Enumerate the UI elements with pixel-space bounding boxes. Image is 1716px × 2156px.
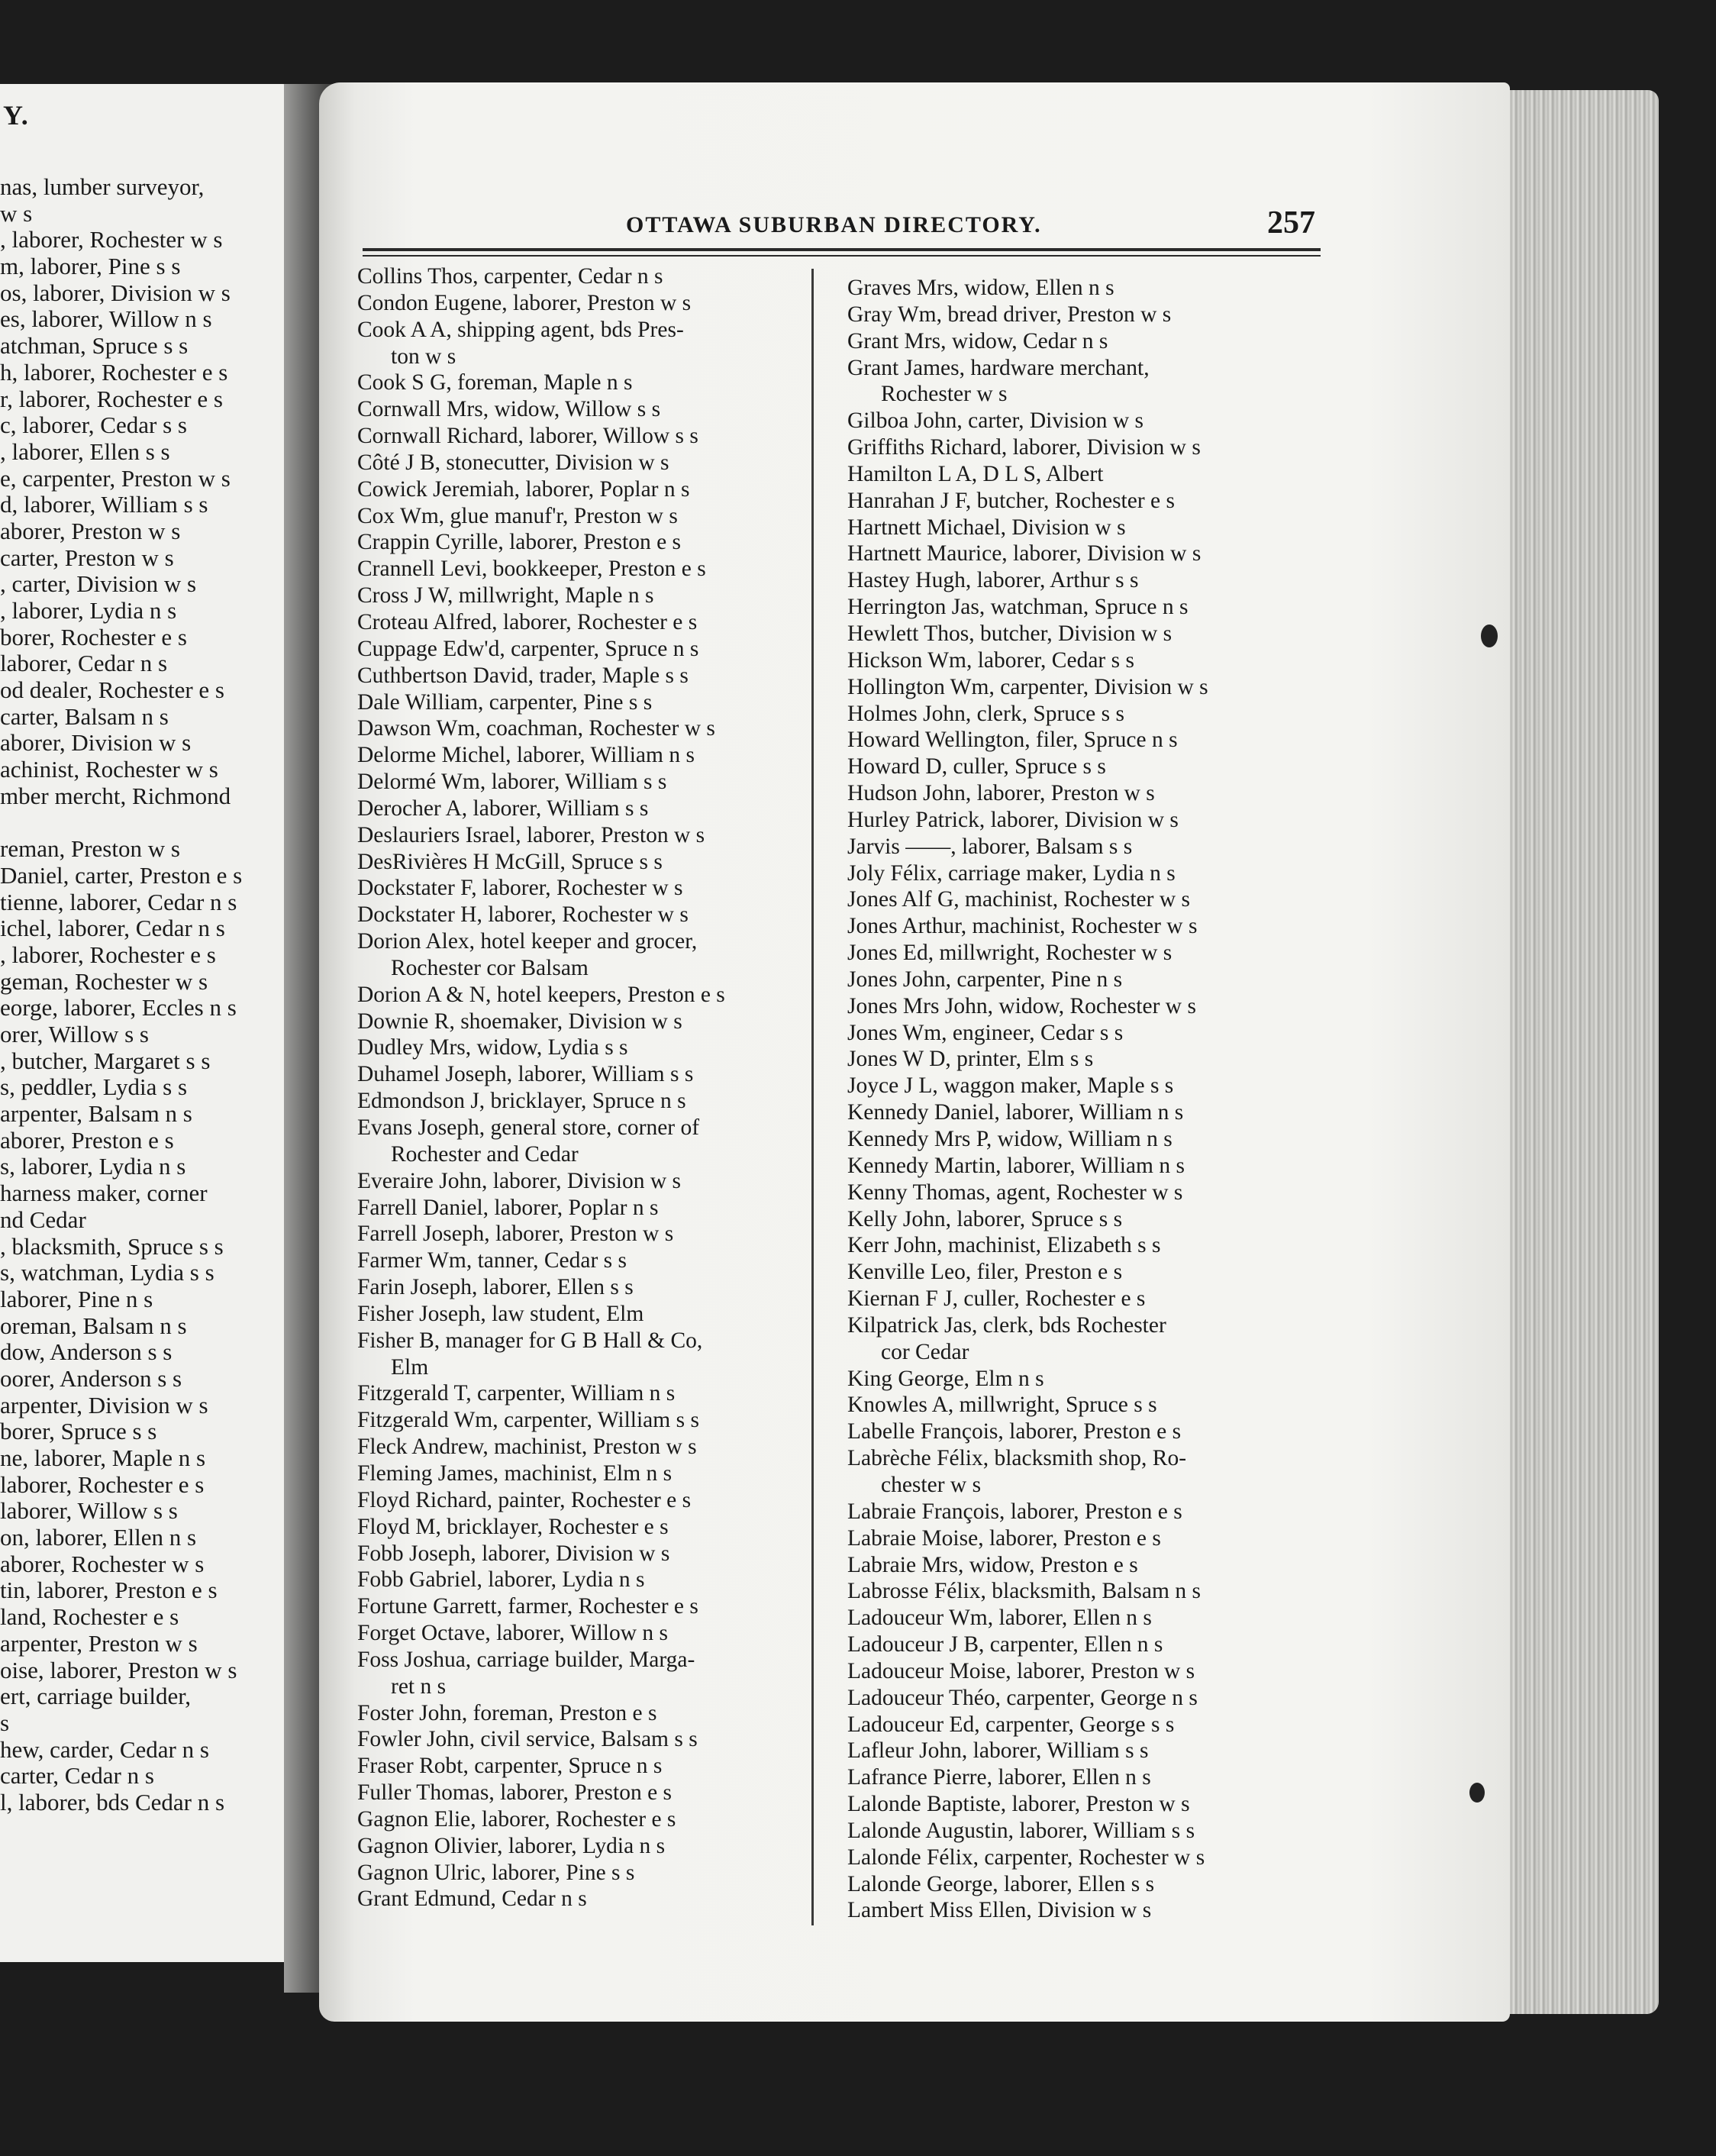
directory-entry: Everaire John, laborer, Division w s — [357, 1168, 682, 1193]
fragment-line: tienne, laborer, Cedar n s — [0, 889, 237, 915]
directory-entry: Crannell Levi, bookkeeper, Preston e s — [357, 557, 706, 582]
fragment-line: h, laborer, Rochester e s — [0, 359, 228, 386]
directory-entry: Dudley Mrs, widow, Lydia s s — [357, 1035, 628, 1060]
directory-entry: Hudson John, laborer, Preston w s — [847, 781, 1155, 806]
directory-entry: Cross J W, millwright, Maple n s — [357, 583, 654, 608]
directory-entry: Gilboa John, carter, Division w s — [847, 408, 1143, 434]
directory-entry: Fisher B, manager for G B Hall & Co, — [357, 1328, 703, 1353]
fragment-line: oise, laborer, Preston w s — [0, 1657, 237, 1683]
fragment-line: geman, Rochester w s — [0, 968, 208, 995]
fragment-line: , carter, Division w s — [0, 571, 197, 598]
directory-entry: Dawson Wm, coachman, Rochester w s — [357, 716, 715, 741]
directory-entry: Labelle François, laborer, Preston e s — [847, 1419, 1182, 1444]
running-head: OTTAWA SUBURBAN DIRECTORY. — [626, 212, 1042, 237]
fragment-line: land, Rochester e s — [0, 1604, 179, 1631]
fragment-line: aborer, Preston w s — [0, 518, 181, 544]
directory-entry: Jones Alf G, machinist, Rochester w s — [847, 887, 1190, 912]
fragment-line: laborer, Pine n s — [0, 1286, 153, 1312]
fragment-line: laborer, Willow s s — [0, 1498, 178, 1525]
directory-entry: Kilpatrick Jas, clerk, bds Rochester — [847, 1312, 1166, 1338]
directory-entry: Derocher A, laborer, William s s — [357, 796, 649, 821]
directory-entry: Ladouceur J B, carpenter, Ellen n s — [847, 1632, 1163, 1657]
directory-entry: Jones W D, printer, Elm s s — [847, 1047, 1094, 1072]
directory-entry: Jones Ed, millwright, Rochester w s — [847, 941, 1172, 966]
directory-entry-continuation: Elm — [391, 1354, 429, 1380]
directory-entry: Kennedy Mrs P, widow, William n s — [847, 1127, 1172, 1151]
fragment-line: aborer, Division w s — [0, 730, 192, 757]
fragment-line: orer, Willow s s — [0, 1022, 149, 1047]
fragment-line: aborer, Rochester w s — [0, 1551, 205, 1577]
fragment-line: achinist, Rochester w s — [0, 757, 218, 783]
fragment-line: laborer, Rochester e s — [0, 1471, 205, 1498]
directory-entry: Crappin Cyrille, laborer, Preston e s — [357, 530, 682, 555]
directory-entry: Hollington Wm, carpenter, Division w s — [847, 674, 1208, 699]
directory-entry: Fitzgerald Wm, carpenter, William s s — [357, 1408, 699, 1433]
directory-entry: Farrell Daniel, laborer, Poplar n s — [357, 1195, 659, 1220]
directory-entry-continuation: Rochester w s — [881, 382, 1008, 407]
fragment-line: e, carpenter, Preston w s — [0, 465, 231, 492]
directory-entry: Lalonde Augustin, laborer, William s s — [847, 1818, 1195, 1843]
directory-entry: Cowick Jeremiah, laborer, Poplar n s — [357, 476, 690, 502]
directory-entry: Deslauriers Israel, laborer, Preston w s — [357, 822, 705, 847]
directory-entry: Cook S G, foreman, Maple n s — [357, 370, 633, 395]
directory-entry: Dockstater F, laborer, Rochester w s — [357, 876, 683, 901]
page-number: 257 — [1267, 205, 1315, 240]
directory-entry: Kerr John, machinist, Elizabeth s s — [847, 1233, 1161, 1258]
directory-entry: Duhamel Joseph, laborer, William s s — [357, 1062, 694, 1087]
directory-entry: Knowles A, millwright, Spruce s s — [847, 1393, 1157, 1418]
fragment-line: on, laborer, Ellen n s — [0, 1525, 197, 1551]
fragment-line: Daniel, carter, Preston e s — [0, 862, 243, 889]
directory-entry: Hurley Patrick, laborer, Division w s — [847, 807, 1179, 832]
directory-entry: Dockstater H, laborer, Rochester w s — [357, 902, 689, 928]
directory-entry: Foster John, foreman, Preston e s — [357, 1700, 657, 1725]
directory-entry: Kelly John, laborer, Spruce s s — [847, 1206, 1123, 1231]
fragment-line: arpenter, Division w s — [0, 1392, 208, 1419]
directory-entry: Ladouceur Moise, laborer, Preston w s — [847, 1658, 1195, 1683]
fragment-line: arpenter, Balsam n s — [0, 1101, 192, 1128]
ink-spot — [1481, 625, 1498, 647]
directory-entry-continuation: cor Cedar — [881, 1339, 969, 1364]
directory-entry: Labraie Mrs, widow, Preston e s — [847, 1552, 1138, 1577]
directory-entry: Gagnon Ulric, laborer, Pine s s — [357, 1860, 635, 1885]
fragment-line: r, laborer, Rochester e s — [0, 386, 223, 412]
directory-entry: Fowler John, civil service, Balsam s s — [357, 1727, 698, 1752]
directory-entry: Dorion A & N, hotel keepers, Preston e s — [357, 982, 725, 1007]
fragment-line: ne, laborer, Maple n s — [0, 1445, 206, 1471]
directory-entry: King George, Elm n s — [847, 1366, 1044, 1391]
directory-entry-continuation: ret n s — [391, 1673, 447, 1699]
directory-entry: Ladouceur Wm, laborer, Ellen n s — [847, 1606, 1152, 1631]
directory-entry: Joyce J L, waggon maker, Maple s s — [847, 1073, 1174, 1099]
directory-entry: Côté J B, stonecutter, Division w s — [357, 450, 669, 475]
fragment-line: hew, carder, Cedar n s — [0, 1736, 209, 1763]
fragment-line: tin, laborer, Preston e s — [0, 1577, 218, 1604]
fragment-line: reman, Preston w s — [0, 836, 180, 863]
fragment-line: carter, Balsam n s — [0, 703, 169, 730]
fragment-line: mber mercht, Richmond — [0, 783, 231, 809]
directory-entry: Cuthbertson David, trader, Maple s s — [357, 663, 689, 688]
directory-entry: Ladouceur Théo, carpenter, George n s — [847, 1685, 1198, 1710]
directory-entry: Grant Edmund, Cedar n s — [357, 1886, 587, 1912]
directory-entry: Cuppage Edw'd, carpenter, Spruce n s — [357, 636, 699, 661]
fragment-line: es, laborer, Willow n s — [0, 306, 212, 333]
fragment-line: ichel, laborer, Cedar n s — [0, 915, 225, 942]
directory-entry: Jones Wm, engineer, Cedar s s — [847, 1020, 1124, 1045]
directory-entry: Farrell Joseph, laborer, Preston w s — [357, 1222, 674, 1247]
fragment-line: , laborer, Lydia n s — [0, 598, 177, 624]
directory-entry: Hanrahan J F, butcher, Rochester e s — [847, 488, 1175, 513]
fragment-line: dow, Anderson s s — [0, 1339, 173, 1366]
directory-entry: Lambert Miss Ellen, Division w s — [847, 1898, 1152, 1923]
directory-entry: Graves Mrs, widow, Ellen n s — [847, 276, 1114, 300]
fragment-line: , blacksmith, Spruce s s — [0, 1233, 224, 1260]
directory-entry: Gray Wm, bread driver, Preston w s — [847, 302, 1172, 327]
directory-entry: Floyd Richard, painter, Rochester e s — [357, 1487, 692, 1512]
directory-entry: Holmes John, clerk, Spruce s s — [847, 701, 1124, 726]
fragment-line: , laborer, Rochester w s — [0, 227, 223, 253]
directory-entry: Farin Joseph, laborer, Ellen s s — [357, 1275, 634, 1300]
fragment-line: carter, Cedar n s — [0, 1763, 154, 1790]
directory-entry: Fobb Gabriel, laborer, Lydia n s — [357, 1567, 645, 1593]
fragment-line: os, laborer, Division w s — [0, 279, 231, 306]
fragment-line: d, laborer, William s s — [0, 492, 208, 518]
directory-entry: Fortune Garrett, farmer, Rochester e s — [357, 1594, 698, 1619]
directory-entry: Floyd M, bricklayer, Rochester e s — [357, 1514, 669, 1539]
fragment-line: oreman, Balsam n s — [0, 1312, 187, 1339]
directory-entry: Fobb Joseph, laborer, Division w s — [357, 1541, 670, 1566]
directory-entry: Lafleur John, laborer, William s s — [847, 1738, 1149, 1764]
directory-entry: Kennedy Daniel, laborer, William n s — [847, 1100, 1184, 1125]
directory-entry: Hickson Wm, laborer, Cedar s s — [847, 647, 1134, 673]
directory-entry: Edmondson J, bricklayer, Spruce n s — [357, 1089, 686, 1114]
fragment-line: c, laborer, Cedar s s — [0, 412, 187, 439]
fragment-line: eorge, laborer, Eccles n s — [0, 995, 237, 1022]
directory-entry: Delorme Michel, laborer, William n s — [357, 743, 695, 768]
fragment-line: od dealer, Rochester e s — [0, 677, 225, 704]
directory-entry: Lalonde Baptiste, laborer, Preston w s — [847, 1792, 1190, 1817]
directory-entry: Hastey Hugh, laborer, Arthur s s — [847, 568, 1139, 593]
directory-entry: Fuller Thomas, laborer, Preston e s — [357, 1780, 673, 1806]
directory-entry: Jones Arthur, machinist, Rochester w s — [847, 914, 1198, 939]
directory-entry: Fisher Joseph, law student, Elm — [357, 1301, 644, 1326]
directory-entry: Labraie François, laborer, Preston e s — [847, 1499, 1182, 1524]
directory-entry: Kennedy Martin, laborer, William n s — [847, 1153, 1185, 1178]
fragment-line: borer, Rochester e s — [0, 624, 187, 650]
directory-entry: Griffiths Richard, laborer, Division w s — [847, 435, 1201, 460]
directory-entry: DesRivières H McGill, Spruce s s — [357, 849, 663, 874]
ink-spot — [1469, 1783, 1485, 1803]
fragment-line: , laborer, Ellen s s — [0, 438, 170, 465]
directory-entry-continuation: ton w s — [391, 344, 456, 369]
header-rule — [363, 248, 1321, 251]
directory-entry-continuation: Rochester and Cedar — [391, 1141, 579, 1167]
directory-entry: Howard D, culler, Spruce s s — [847, 754, 1106, 779]
directory-entry: Kiernan F J, culler, Rochester e s — [847, 1286, 1146, 1312]
fragment-line: , butcher, Margaret s s — [0, 1047, 211, 1074]
directory-entry: Fleming James, machinist, Elm n s — [357, 1460, 673, 1486]
directory-column-right — [847, 275, 1305, 1924]
directory-entry: Ladouceur Ed, carpenter, George s s — [847, 1712, 1175, 1737]
fragment-line: s, laborer, Lydia n s — [0, 1154, 186, 1180]
directory-entry: Gagnon Elie, laborer, Rochester e s — [357, 1806, 676, 1832]
directory-entry: Dorion Alex, hotel keeper and grocer, — [357, 929, 698, 954]
fragment-line: carter, Preston w s — [0, 544, 174, 571]
directory-entry: Lalonde George, laborer, Ellen s s — [847, 1871, 1155, 1896]
fragment-line: l, laborer, bds Cedar n s — [0, 1789, 225, 1815]
directory-entry: Downie R, shoemaker, Division w s — [357, 1009, 682, 1034]
directory-entry: Jarvis ——, laborer, Balsam s s — [847, 834, 1133, 859]
fragment-line: s, peddler, Lydia s s — [0, 1074, 188, 1101]
directory-entry: Hartnett Maurice, laborer, Division w s — [847, 541, 1202, 566]
directory-entry: Kenville Leo, filer, Preston e s — [847, 1260, 1123, 1285]
fragment-line: harness maker, corner — [0, 1180, 208, 1207]
previous-page-column — [0, 174, 305, 1816]
fragment-line: aborer, Preston e s — [0, 1127, 174, 1154]
fragment-line: ert, carriage builder, — [0, 1683, 192, 1710]
directory-entry: Cox Wm, glue manuf'r, Preston w s — [357, 503, 678, 528]
directory-entry-continuation: Rochester cor Balsam — [391, 955, 589, 980]
directory-entry: Jones John, carpenter, Pine n s — [847, 967, 1123, 992]
directory-entry: Cornwall Richard, laborer, Willow s s — [357, 424, 698, 449]
directory-entry: Labraie Moise, laborer, Preston e s — [847, 1525, 1161, 1551]
directory-entry: Collins Thos, carpenter, Cedar n s — [357, 264, 663, 289]
fragment-line: oorer, Anderson s s — [0, 1365, 182, 1392]
directory-entry: Lalonde Félix, carpenter, Rochester w s — [847, 1845, 1205, 1870]
fragment-line: borer, Spruce s s — [0, 1419, 157, 1445]
directory-entry: Cornwall Mrs, widow, Willow s s — [357, 397, 661, 422]
directory-entry: Howard Wellington, filer, Spruce n s — [847, 728, 1178, 753]
directory-entry: Hamilton L A, D L S, Albert — [847, 461, 1104, 486]
fragment-line: atchman, Spruce s s — [0, 333, 189, 360]
directory-entry: Hewlett Thos, butcher, Division w s — [847, 621, 1172, 646]
directory-column-left — [357, 263, 815, 1912]
directory-entry: Croteau Alfred, laborer, Rochester e s — [357, 609, 698, 634]
fragment-line: nas, lumber surveyor, — [0, 174, 205, 200]
directory-entry: Labrosse Félix, blacksmith, Balsam n s — [847, 1579, 1201, 1604]
directory-entry: Forget Octave, laborer, Willow n s — [357, 1621, 668, 1646]
directory-entry: Fleck Andrew, machinist, Preston w s — [357, 1435, 697, 1460]
directory-entry: Condon Eugene, laborer, Preston w s — [357, 290, 692, 315]
directory-entry: Grant Mrs, widow, Cedar n s — [847, 328, 1108, 353]
directory-entry: Labrèche Félix, blacksmith shop, Ro- — [847, 1446, 1187, 1471]
directory-entry: Fraser Robt, carpenter, Spruce n s — [357, 1754, 663, 1779]
fragment-line: laborer, Cedar n s — [0, 650, 168, 677]
directory-entry: Lafrance Pierre, laborer, Ellen n s — [847, 1765, 1151, 1790]
directory-entry: Joly Félix, carriage maker, Lydia n s — [847, 860, 1176, 886]
previous-page-header: Y. — [3, 100, 29, 131]
directory-entry: Jones Mrs John, widow, Rochester w s — [847, 993, 1196, 1018]
fragment-line: s — [0, 1709, 10, 1736]
fragment-line: nd Cedar — [0, 1206, 86, 1233]
directory-entry: Grant James, hardware merchant, — [847, 355, 1150, 380]
directory-entry: Farmer Wm, tanner, Cedar s s — [357, 1248, 627, 1273]
fragment-line: w s — [0, 200, 33, 227]
directory-entry-continuation: chester w s — [881, 1472, 982, 1497]
directory-entry: Foss Joshua, carriage builder, Marga- — [357, 1647, 695, 1672]
directory-entry: Delormé Wm, laborer, William s s — [357, 770, 667, 795]
directory-entry: Fitzgerald T, carpenter, William n s — [357, 1381, 676, 1406]
directory-entry: Gagnon Olivier, laborer, Lydia n s — [357, 1833, 666, 1858]
fragment-line: s, watchman, Lydia s s — [0, 1260, 214, 1286]
directory-entry: Evans Joseph, general store, corner of — [357, 1115, 700, 1140]
fragment-line: arpenter, Preston w s — [0, 1630, 198, 1657]
fragment-line — [0, 810, 305, 837]
directory-entry: Hartnett Michael, Division w s — [847, 515, 1126, 540]
directory-entry: Kenny Thomas, agent, Rochester w s — [847, 1180, 1183, 1205]
fragment-line: , laborer, Rochester e s — [0, 941, 216, 968]
fragment-line: m, laborer, Pine s s — [0, 253, 181, 280]
directory-entry: Cook A A, shipping agent, bds Pres- — [357, 317, 684, 342]
header-rule-thin — [363, 255, 1321, 257]
directory-entry: Dale William, carpenter, Pine s s — [357, 689, 653, 715]
directory-entry: Herrington Jas, watchman, Spruce n s — [847, 595, 1189, 620]
